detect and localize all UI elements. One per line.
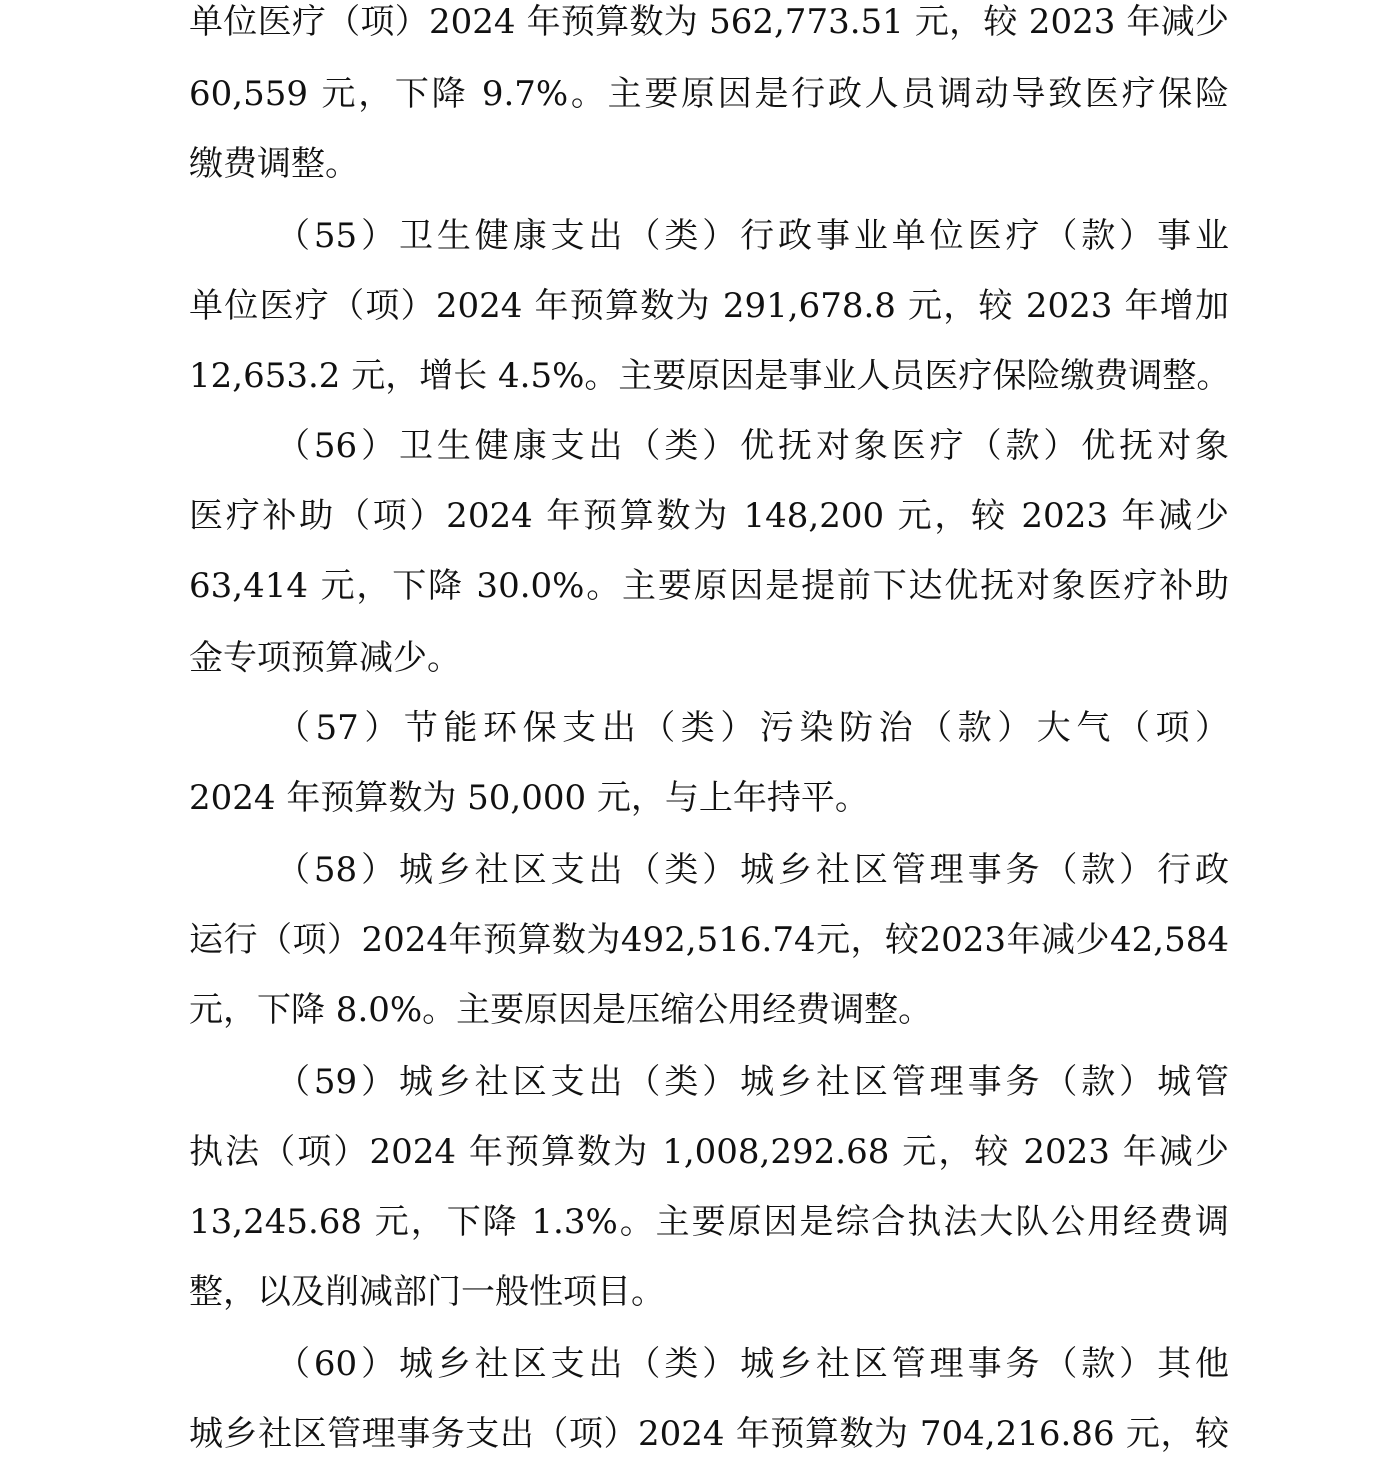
paragraph-60-line-2: 城乡社区管理事务支出（项）2024 年预算数为 704,216.86 元，较 bbox=[189, 1414, 1229, 1454]
paragraph-55-line-2: 单位医疗（项）2024 年预算数为 291,678.8 元，较 2023 年增加 bbox=[189, 286, 1229, 326]
paragraph-54-line-3: 60,559 元，下降 9.7%。主要原因是行政人员调动导致医疗保险 bbox=[189, 74, 1229, 114]
paragraph-55-line-3: 12,653.2 元，增长 4.5%。主要原因是事业人员医疗保险缴费调整。 bbox=[189, 356, 1231, 396]
paragraph-59-line-4: 整，以及削减部门一般性项目。 bbox=[189, 1272, 665, 1312]
paragraph-58-line-1: （58）城乡社区支出（类）城乡社区管理事务（款）行政 bbox=[276, 850, 1229, 890]
paragraph-56-line-2: 医疗补助（项）2024 年预算数为 148,200 元，较 2023 年减少 bbox=[189, 496, 1229, 536]
paragraph-57-line-1: （57）节能环保支出（类）污染防治（款）大气（项） bbox=[276, 708, 1229, 748]
paragraph-55-line-1: （55）卫生健康支出（类）行政事业单位医疗（款）事业 bbox=[276, 216, 1229, 256]
paragraph-54-line-2: 单位医疗（项）2024 年预算数为 562,773.51 元，较 2023 年减少 bbox=[189, 2, 1229, 42]
paragraph-58-line-3: 元，下降 8.0%。主要原因是压缩公用经费调整。 bbox=[189, 990, 933, 1030]
paragraph-59-line-3: 13,245.68 元，下降 1.3%。主要原因是综合执法大队公用经费调 bbox=[189, 1202, 1229, 1242]
paragraph-59-line-1: （59）城乡社区支出（类）城乡社区管理事务（款）城管 bbox=[276, 1062, 1229, 1102]
paragraph-54-line-4: 缴费调整。 bbox=[189, 144, 359, 184]
paragraph-56-line-3: 63,414 元，下降 30.0%。主要原因是提前下达优抚对象医疗补助 bbox=[189, 566, 1229, 606]
paragraph-59-line-2: 执法（项）2024 年预算数为 1,008,292.68 元，较 2023 年减少 bbox=[189, 1132, 1229, 1172]
paragraph-57-line-2: 2024 年预算数为 50,000 元，与上年持平。 bbox=[189, 778, 869, 818]
paragraph-60-line-1: （60）城乡社区支出（类）城乡社区管理事务（款）其他 bbox=[276, 1344, 1229, 1384]
paragraph-56-line-4: 金专项预算减少。 bbox=[189, 638, 461, 678]
paragraph-56-line-1: （56）卫生健康支出（类）优抚对象医疗（款）优抚对象 bbox=[276, 426, 1229, 466]
paragraph-58-line-2: 运行（项）2024年预算数为492,516.74元，较2023年减少42,584 bbox=[189, 920, 1229, 960]
